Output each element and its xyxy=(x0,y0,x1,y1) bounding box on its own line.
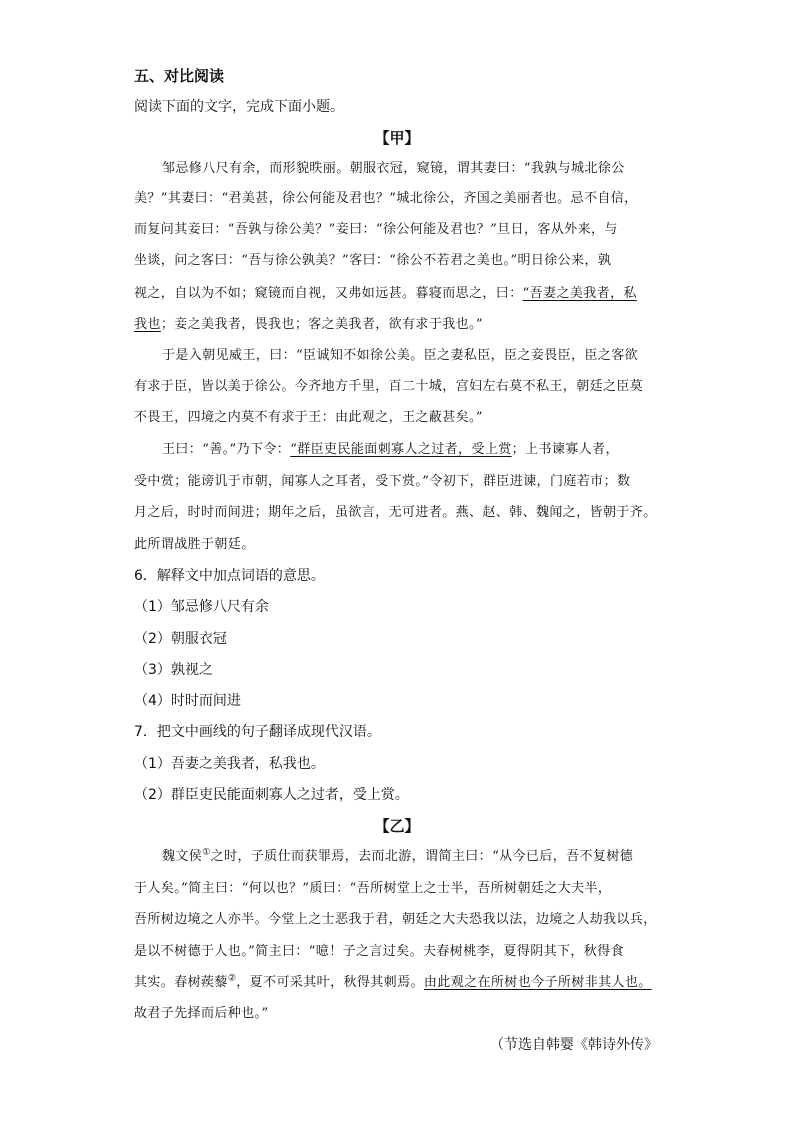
passage-a-p3-line3: 月之后，时时而间进；期年之后，虽欲言，无可进者。燕、赵、韩、魏闻之，皆朝于齐。 xyxy=(134,505,657,520)
instruction-text: 阅读下面的文字，完成下面小题。 xyxy=(134,99,344,115)
passage-b-line5-text: 其实。春树蒺藜 xyxy=(134,975,228,990)
footnote-marker-1: ① xyxy=(202,847,211,858)
passage-a-p1-line6-text: ；妾之美我者，畏我也；客之美我者，欲有求于我也。” xyxy=(160,317,483,332)
underlined-sentence-2: “群臣吏民能面刺寡人之过者，受上赏 xyxy=(290,442,512,457)
question-6-item-4: （4）时时而间进 xyxy=(134,693,241,709)
passage-b-label: 【乙】 xyxy=(374,817,420,835)
passage-b-line1-text: 魏文侯 xyxy=(162,849,203,864)
underlined-sentence-3: 由此观之在所树也今子所树非其人也。 xyxy=(423,975,652,990)
question-6-stem: 6．解释文中加点词语的意思。 xyxy=(134,568,325,584)
question-7-stem: 7．把文中画线的句子翻译成现代汉语。 xyxy=(134,724,381,740)
question-6-item-2: （2）朝服衣冠 xyxy=(134,631,227,647)
passage-b-line6: 故君子先择而后种也。” xyxy=(134,1006,269,1021)
footnote-marker-2: ② xyxy=(227,973,237,984)
passage-a-p3-line4: 此所谓战胜于朝廷。 xyxy=(134,537,255,552)
question-7-item-2: （2）群臣吏民能面刺寡人之过者，受上赏。 xyxy=(134,787,409,803)
passage-b-line5-mid: ，夏不可采其叶，秋得其刺焉。 xyxy=(236,975,424,990)
question-6-item-1: （1）邹忌修八尺有余 xyxy=(134,599,269,615)
passage-a-p2-line1: 于是入朝见威王，曰：“臣诚知不如徐公美。臣之妻私臣，臣之妾畏臣，臣之客欲 xyxy=(162,348,639,363)
passage-a-p3-line1 xyxy=(162,440,619,460)
passage-a-p2-line2: 有求于臣，皆以美于徐公。今齐地方千里，百二十城，宫妇左右莫不私王，朝廷之臣莫 xyxy=(134,379,644,394)
passage-a-p1-line5-text: 视之，自以为不如；窥镜而自视，又弗如远甚。暮寝而思之，曰： xyxy=(134,286,523,301)
passage-b-line1-rest: 之时，子质仕而获罪焉，去而北游，谓简主曰：“从今已后，吾不复树德 xyxy=(210,849,634,864)
passage-a-p1-line5 xyxy=(134,284,637,304)
section-title: 五、对比阅读 xyxy=(134,67,225,85)
passage-a-p2-line3: 不畏王，四境之内莫不有求于王：由此观之，王之蔽甚矣。” xyxy=(134,410,483,425)
source-citation: （节选自韩婴《韩诗外传》 xyxy=(490,1037,658,1053)
passage-a-p1-line6 xyxy=(134,315,483,335)
passage-b-line2: 于人矣。”简主曰：“何以也？”质曰：“吾所树堂上之士半，吾所树朝廷之大夫半， xyxy=(134,881,612,896)
passage-b-line3: 吾所树边境之人亦半。今堂上之士恶我于君，朝廷之大夫恐我以法，边境之人劫我以兵， xyxy=(134,912,657,927)
passage-a-p3-line2: 受中赏；能谤讥于市朝，闻寡人之耳者，受下赏。”令初下，群臣进谏，门庭若市；数 xyxy=(134,474,631,489)
passage-a-p1-line2: 美？”其妻曰：“君美甚，徐公何能及君也？”城北徐公，齐国之美丽者也。忌不自信， xyxy=(134,191,638,206)
passage-a-p1-line4: 坐谈，问之客曰：“吾与徐公孰美？”客曰：“徐公不若君之美也。”明日徐公来，孰 xyxy=(134,253,612,268)
passage-b-line4: 是以不树德于人也。”简主曰：“噫！子之言过矣。夫春树桃李，夏得阴其下，秋得食 xyxy=(134,944,624,959)
underlined-sentence-1-part1: “吾妻之美我者，私 xyxy=(522,286,637,301)
passage-a-p1-line3: 而复问其妾曰：“吾孰与徐公美？”妾曰：“徐公何能及君也？”旦日，客从外来，与 xyxy=(134,222,618,237)
passage-a-p3-line1-rest: ；上书谏寡人者， xyxy=(511,442,619,457)
passage-b-line5 xyxy=(134,973,652,993)
underlined-sentence-1-part2: 我也 xyxy=(134,317,161,332)
passage-a-label: 【甲】 xyxy=(374,129,420,147)
question-6-item-3: （3）孰视之 xyxy=(134,662,213,678)
passage-b-line1 xyxy=(162,847,633,867)
question-7-item-1: （1）吾妻之美我者，私我也。 xyxy=(134,756,325,772)
passage-a-p1-line1: 邹忌修八尺有余，而形貌昳丽。朝服衣冠，窥镜，谓其妻曰：“我孰与城北徐公 xyxy=(162,161,625,176)
passage-a-p3-line1-text: 王曰：“善。”乃下令： xyxy=(162,442,291,457)
